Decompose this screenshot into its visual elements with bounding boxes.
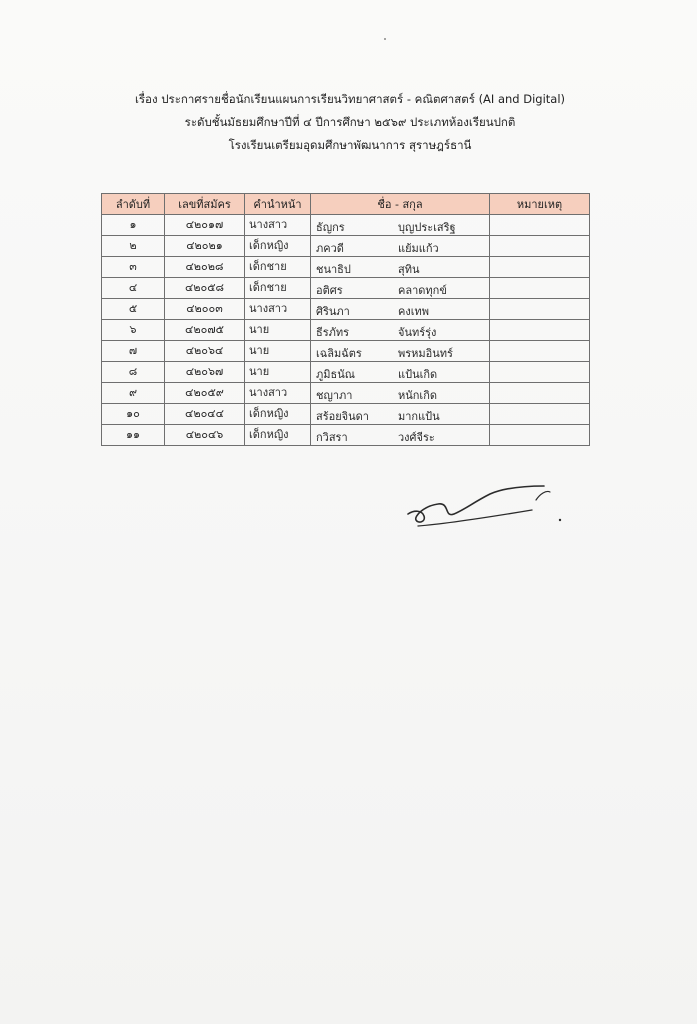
- full-name-cell: [311, 425, 490, 446]
- prefix-cell: นางสาว: [245, 383, 311, 404]
- scan-speck: [384, 38, 386, 40]
- column-header-order: ลำดับที่: [102, 194, 165, 215]
- last-name: แย้มแก้ว: [398, 242, 439, 255]
- prefix-cell: เด็กชาย: [245, 257, 311, 278]
- application-number-cell: ๔๒๐๒๑: [165, 236, 245, 257]
- table-row: [102, 425, 590, 446]
- remarks-cell: [490, 215, 590, 236]
- full-name-cell: [311, 257, 490, 278]
- application-number-cell: ๔๒๐๒๘: [165, 257, 245, 278]
- prefix-cell: เด็กหญิง: [245, 425, 311, 446]
- prefix-cell: นางสาว: [245, 299, 311, 320]
- remarks-cell: [490, 404, 590, 425]
- remarks-cell: [490, 425, 590, 446]
- full-name-cell: [311, 236, 490, 257]
- first-name: ภควดี: [316, 242, 344, 255]
- application-number-cell: ๔๒๐๐๓: [165, 299, 245, 320]
- order-cell: ๓: [102, 257, 165, 278]
- application-number-cell: ๔๒๐๖๔: [165, 341, 245, 362]
- grade-level-line: ระดับชั้นมัธยมศึกษาปีที่ ๔ ปีการศึกษา ๒๕๖๙ ประเภทห้องเรียนปกติ: [184, 115, 516, 129]
- application-number-cell: ๔๒๐๕๘: [165, 278, 245, 299]
- prefix-cell: เด็กหญิง: [245, 404, 311, 425]
- first-name: ภูมิธนัณ: [316, 368, 355, 381]
- table-row: [102, 383, 590, 404]
- first-name: เฉลิมฉัตร: [316, 347, 362, 360]
- first-name: ชญาภา: [316, 389, 353, 402]
- order-cell: ๔: [102, 278, 165, 299]
- table-row: [102, 236, 590, 257]
- table-row: [102, 320, 590, 341]
- first-name: กวิสรา: [316, 431, 348, 444]
- order-cell: ๙: [102, 383, 165, 404]
- last-name: สุทิน: [398, 263, 420, 276]
- last-name: แป้นเกิด: [398, 368, 438, 381]
- first-name: ชนาธิป: [316, 263, 351, 276]
- first-name: สร้อยจินดา: [316, 410, 369, 423]
- table-row: [102, 257, 590, 278]
- table-row: [102, 278, 590, 299]
- first-name: อติศร: [316, 284, 343, 297]
- column-header-prefix: คำนำหน้า: [245, 194, 311, 215]
- full-name-cell: [311, 404, 490, 425]
- application-number-cell: ๔๒๐๕๙: [165, 383, 245, 404]
- table-row: [102, 404, 590, 425]
- order-cell: ๘: [102, 362, 165, 383]
- prefix-cell: นางสาว: [245, 215, 311, 236]
- remarks-cell: [490, 257, 590, 278]
- last-name: จันทร์รุ่ง: [398, 326, 437, 339]
- full-name-cell: [311, 278, 490, 299]
- prefix-cell: นาย: [245, 320, 311, 341]
- full-name-cell: [311, 299, 490, 320]
- full-name-cell: [311, 362, 490, 383]
- order-cell: ๖: [102, 320, 165, 341]
- first-name: ธีรภัทร: [316, 326, 350, 339]
- application-number-cell: ๔๒๐๔๖: [165, 425, 245, 446]
- full-name-cell: [311, 383, 490, 404]
- prefix-cell: นาย: [245, 362, 311, 383]
- last-name: หนักเกิด: [398, 389, 437, 402]
- prefix-cell: เด็กชาย: [245, 278, 311, 299]
- last-name: วงศ์จีระ: [398, 431, 435, 444]
- order-cell: ๗: [102, 341, 165, 362]
- table-body: [102, 215, 590, 446]
- announcement-title: เรื่อง ประกาศรายชื่อนักเรียนแผนการเรียนวิทยาศาสตร์ - คณิตศาสตร์ (AI and Digital): [134, 92, 566, 106]
- prefix-cell: นาย: [245, 341, 311, 362]
- remarks-cell: [490, 278, 590, 299]
- order-cell: ๑๑: [102, 425, 165, 446]
- table-row: [102, 341, 590, 362]
- column-header-full-name: ชื่อ - สกุล: [311, 194, 490, 215]
- remarks-cell: [490, 320, 590, 341]
- full-name-cell: [311, 215, 490, 236]
- first-name: ศิรินภา: [316, 305, 350, 318]
- last-name: พรหมอินทร์: [398, 347, 453, 360]
- table-header-row: [102, 194, 590, 215]
- student-list-table: [101, 193, 590, 446]
- order-cell: ๑๐: [102, 404, 165, 425]
- remarks-cell: [490, 383, 590, 404]
- remarks-cell: [490, 236, 590, 257]
- application-number-cell: ๔๒๐๔๔: [165, 404, 245, 425]
- application-number-cell: ๔๒๐๗๕: [165, 320, 245, 341]
- application-number-cell: ๔๒๐๖๗: [165, 362, 245, 383]
- column-header-application-no: เลขที่สมัคร: [165, 194, 245, 215]
- full-name-cell: [311, 341, 490, 362]
- signature: [404, 480, 564, 530]
- prefix-cell: เด็กหญิง: [245, 236, 311, 257]
- order-cell: ๒: [102, 236, 165, 257]
- school-name: โรงเรียนเตรียมอุดมศึกษาพัฒนาการ สุราษฎร์ธานี: [228, 138, 472, 152]
- full-name-cell: [311, 320, 490, 341]
- remarks-cell: [490, 299, 590, 320]
- last-name: คลาดทุกข์: [398, 284, 447, 297]
- remarks-cell: [490, 341, 590, 362]
- application-number-cell: ๔๒๐๑๗: [165, 215, 245, 236]
- table-row: [102, 299, 590, 320]
- remarks-cell: [490, 362, 590, 383]
- table-row: [102, 215, 590, 236]
- last-name: บุญประเสริฐ: [398, 221, 456, 234]
- first-name: ธัญกร: [316, 221, 345, 234]
- column-header-remarks: หมายเหตุ: [490, 194, 590, 215]
- order-cell: ๑: [102, 215, 165, 236]
- order-cell: ๕: [102, 299, 165, 320]
- last-name: มากแป้น: [398, 410, 440, 423]
- last-name: คงเทพ: [398, 305, 429, 318]
- table-row: [102, 362, 590, 383]
